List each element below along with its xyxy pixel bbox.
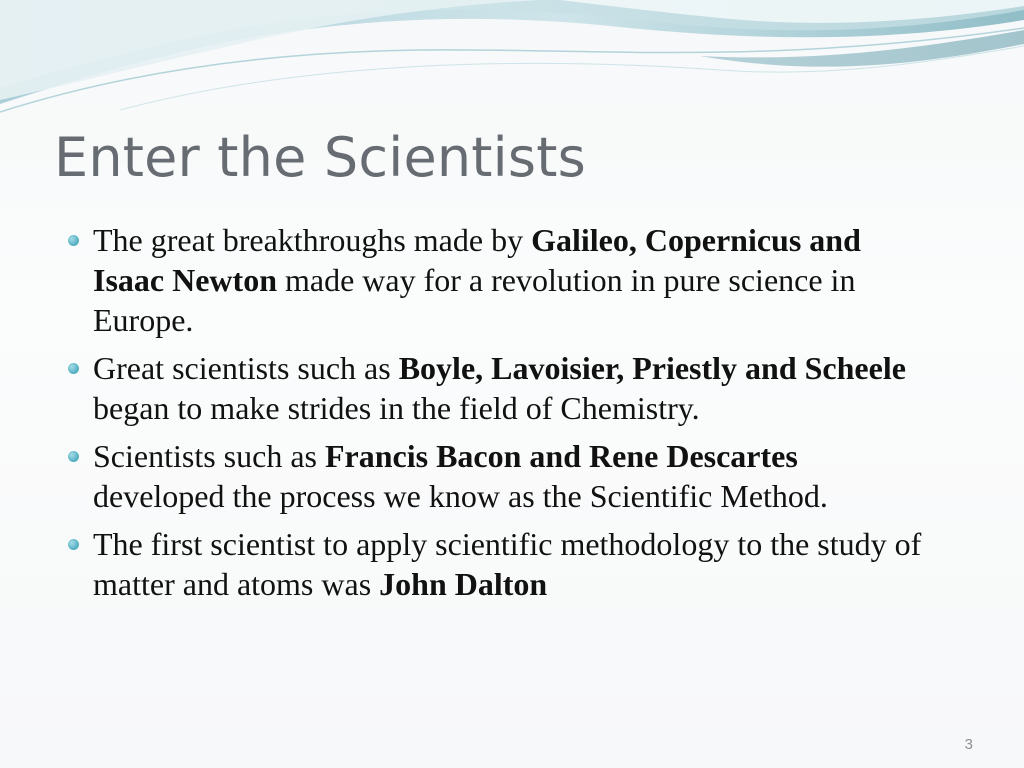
bullet-text-lead: The great breakthroughs made by (93, 222, 532, 258)
slide-number: 3 (964, 736, 973, 753)
bullet-text-lead: The first scientist to apply scientific methodology to the study of matter and atoms was (93, 526, 922, 602)
bullet-text-tail: began to make strides in the field of Chemistry. (93, 390, 700, 426)
bullet-text-bold: Boyle, Lavoisier, Priestly and Scheele (398, 350, 906, 386)
round-bullet-icon (68, 539, 79, 550)
bullet-list (66, 220, 926, 612)
bullet-item (66, 524, 926, 604)
bullet-text-bold: John Dalton (379, 566, 548, 602)
bullet-item (66, 220, 926, 340)
round-bullet-icon (68, 451, 79, 462)
bullet-item (66, 436, 926, 516)
round-bullet-icon (68, 363, 79, 374)
bullet-text-tail: made way for a revolution in pure science in Europe. (93, 262, 856, 338)
bullet-item (66, 348, 926, 428)
slide-title: Enter the Scientists (54, 126, 586, 189)
bullet-text-lead: Great scientists such as (93, 350, 399, 386)
bullet-text-tail: developed the process we know as the Scientific Method. (93, 478, 828, 514)
round-bullet-icon (68, 235, 79, 246)
bullet-text-lead: Scientists such as (93, 438, 325, 474)
bullet-text-bold: Francis Bacon and Rene Descartes (324, 438, 798, 474)
bullet-text-bold: Galileo, Copernicus and Isaac Newton (93, 222, 861, 298)
wave-header-decoration (0, 0, 1024, 120)
